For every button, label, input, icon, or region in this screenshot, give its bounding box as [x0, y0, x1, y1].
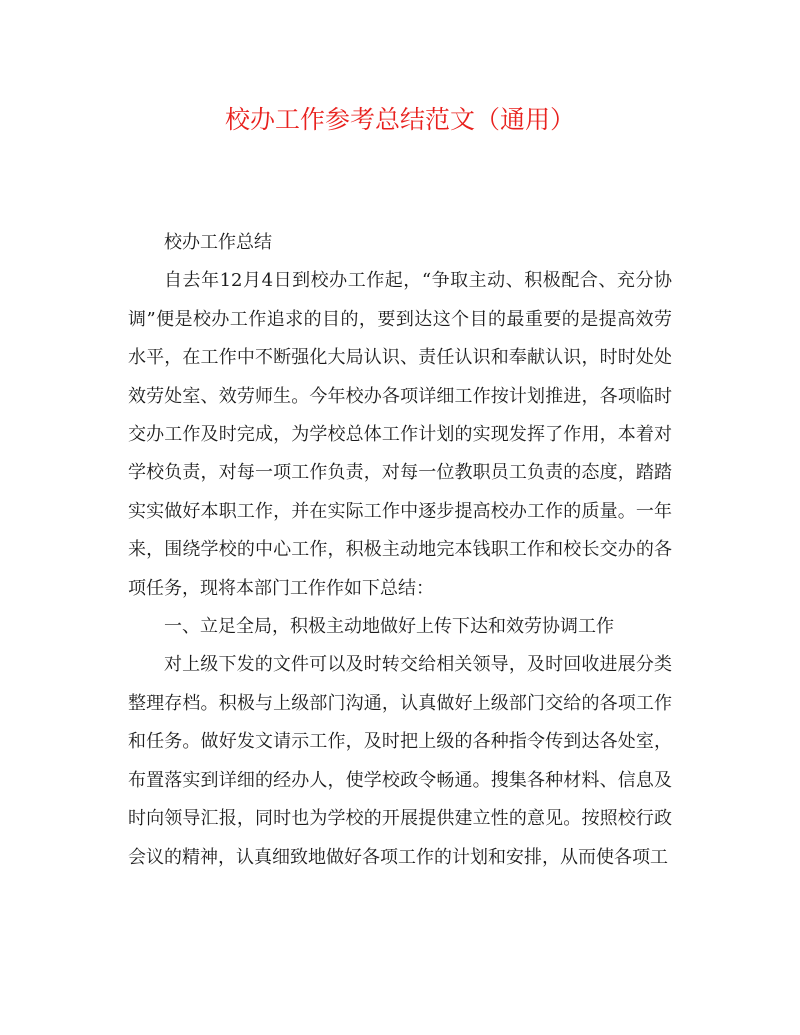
paragraph-intro: 自去年12月4日到校办工作起，“争取主动、积极配合、充分协调”便是校办工作追求的目的，要到达这个目的最重要的是提高效劳水平，在工作中不断强化大局认识、责任认识和奉献认识，时时处处效劳处室、效劳师生。今年校办各项详细工作按计划推进，各项临时交办工作及时完成，为学校总体工作计划的实现发挥了作用，本着对学校负责，对每一项工作负责，对每一位教职员工负责的态度，踏踏实实做好本职工作，并在实际工作中逐步提高校办工作的质量。一年来，围绕学校的中心工作，积极主动地完本钱职工作和校长交办的各项任务，现将本部门工作作如下总结： [128, 270, 672, 599]
section-heading: 校办工作总结 [164, 232, 272, 253]
section-one-heading: 一、立足全局，积极主动地做好上传下达和效劳协调工作 [164, 616, 614, 638]
paragraph-section-one: 对上级下发的文件可以及时转交给相关领导，及时回收进展分类整理存档。积极与上级部门沟通，认真做好上级部门交给的各项工作和任务。做好发文请示工作，及时把上级的各种指令传到达各处室，布置落实到详细的经办人，使学校政令畅通。搜集各种材料、信息及时向领导汇报，同时也为学校的开展提供建立性的意见。按照校行政会议的精神，认真细致地做好各项工作的计划和安排，从而使各项工 [128, 654, 672, 868]
document-body [128, 224, 672, 877]
document-title: 校办工作参考总结范文（通用） [224, 105, 575, 134]
